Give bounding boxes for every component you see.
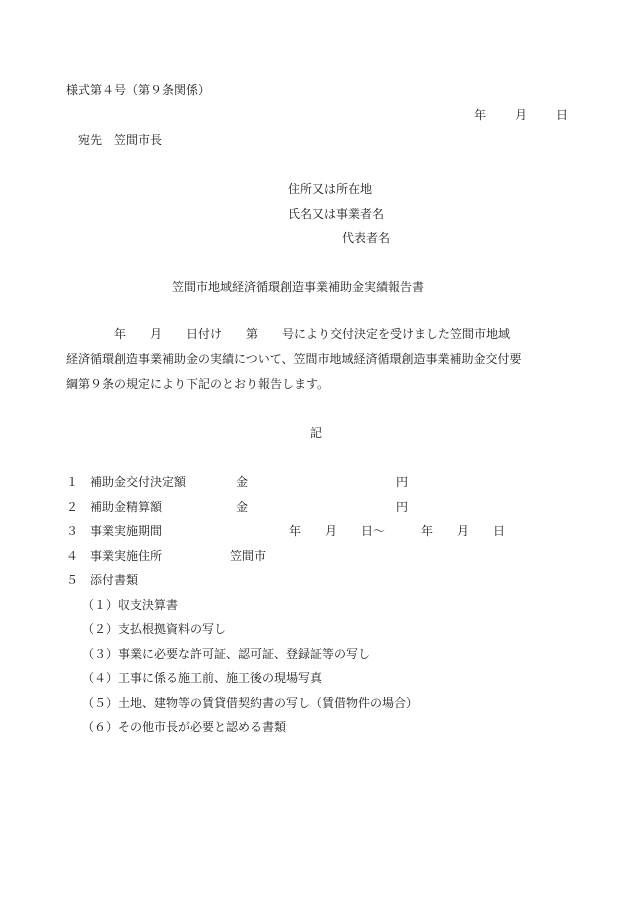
item-number: １: [66, 475, 79, 489]
attachment-item: （６）その他市長が必要と認める書類: [82, 720, 287, 734]
ki-heading: 記: [310, 426, 323, 440]
item-label: 事業実施期間: [90, 524, 163, 538]
date-month-label: 月: [515, 108, 528, 122]
body-line-3: 綱第９条の規定により下記のとおり報告します。: [66, 377, 330, 391]
amount-kin: 金: [236, 500, 249, 514]
item-label: 添付書類: [90, 573, 139, 587]
period-value: 年 月 日～ 年 月 日: [289, 524, 506, 538]
item-number: ２: [66, 500, 79, 514]
item-label: 補助金精算額: [90, 500, 163, 514]
form-label: 様式第４号（第９条関係）: [66, 83, 211, 97]
body-line-2: 経済循環創造事業補助金の実績について、笠間市地域経済循環創造事業補助金交付要: [66, 352, 522, 366]
representative-label: 代表者名: [342, 231, 391, 245]
item-number: ３: [66, 524, 79, 538]
item-number: ４: [66, 549, 79, 563]
amount-kin: 金: [236, 475, 249, 489]
item-number: ５: [66, 573, 79, 587]
attachment-item: （５）土地、建物等の賃貸借契約書の写し（賃借物件の場合）: [82, 696, 419, 710]
date-day-label: 日: [556, 108, 569, 122]
address-label: 住所又は所在地: [288, 182, 373, 196]
attachment-item: （４）工事に係る施工前、施工後の現場写真: [82, 671, 323, 685]
amount-yen: 円: [396, 475, 409, 489]
address-value: 笠間市: [230, 549, 267, 563]
body-line-1: 年 月 日付け 第 号により交付決定を受けました笠間市地域: [66, 327, 511, 341]
recipient: 宛先 笠間市長: [78, 133, 163, 147]
attachment-item: （３）事業に必要な許可証、認可証、登録証等の写し: [82, 647, 371, 661]
name-label: 氏名又は事業者名: [288, 207, 385, 221]
attachment-item: （１）収支決算書: [82, 598, 179, 612]
attachment-item: （２）支払根拠資料の写し: [82, 622, 227, 636]
amount-yen: 円: [396, 500, 409, 514]
item-label: 事業実施住所: [90, 549, 163, 563]
item-label: 補助金交付決定額: [90, 475, 187, 489]
document-title: 笠間市地域経済循環創造事業補助金実績報告書: [172, 280, 425, 294]
date-year-label: 年: [474, 108, 487, 122]
